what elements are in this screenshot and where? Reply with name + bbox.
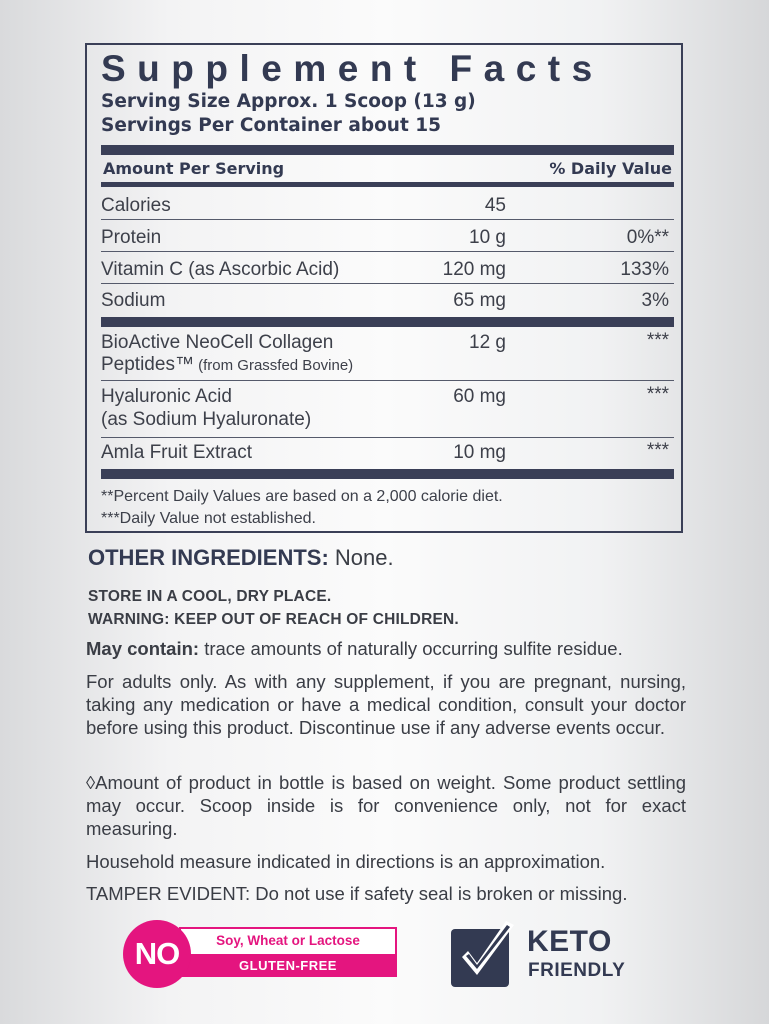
ingredient-name: Hyaluronic Acid	[101, 386, 232, 407]
row-divider	[101, 251, 674, 252]
nutrient-name: Calories	[101, 195, 171, 216]
ingredient-amount: 60 mg	[453, 386, 506, 407]
amount-note: ◊Amount of product in bottle is based on weight. Some product settling may occur. Scoop inside is for convenience only, not for exact measuring.	[86, 772, 686, 839]
thick-divider	[101, 317, 674, 327]
header-daily-value: % Daily Value	[549, 159, 672, 178]
row-divider	[101, 219, 674, 220]
ingredient-amount: 12 g	[469, 332, 506, 353]
nutrient-amount: 45	[484, 195, 506, 216]
other-ingredients-value: None.	[328, 545, 394, 570]
checkmark-icon	[448, 919, 520, 991]
nutrient-amount: 10 g	[469, 227, 506, 248]
ingredient-dv: ***	[646, 384, 669, 405]
ingredient-name-line2	[101, 354, 353, 376]
thick-divider	[101, 469, 674, 479]
thick-divider	[101, 145, 674, 155]
supplement-facts-panel	[85, 43, 683, 533]
ingredient-name: Amla Fruit Extract	[101, 442, 252, 463]
friendly-text: FRIENDLY	[528, 960, 626, 981]
household-measure-note: Household measure indicated in directions is an approximation.	[86, 851, 606, 872]
nutrient-amount: 120 mg	[442, 259, 506, 280]
ingredient-source-note: (from Grassfed Bovine)	[193, 357, 354, 374]
nutrient-name: Vitamin C (as Ascorbic Acid)	[101, 259, 340, 280]
nutrient-name: Sodium	[101, 290, 166, 311]
footnote-daily-values: **Percent Daily Values are based on a 2,000 calorie diet.	[101, 488, 503, 505]
allergen-free-box	[179, 927, 397, 977]
row-divider	[101, 283, 674, 284]
header-amount-per-serving: Amount Per Serving	[103, 159, 285, 178]
warning-notice: WARNING: KEEP OUT OF REACH OF CHILDREN.	[88, 611, 459, 628]
other-ingredients	[88, 545, 394, 571]
nutrient-amount: 65 mg	[453, 290, 506, 311]
other-ingredients-label: OTHER INGREDIENTS:	[88, 545, 329, 570]
ingredient-amount: 10 mg	[453, 442, 506, 463]
allergen-free-text: Soy, Wheat or Lactose	[216, 933, 360, 948]
facts-title: Supplement Facts	[101, 48, 604, 89]
no-circle: NO	[123, 920, 191, 988]
may-contain-value: trace amounts of naturally occurring sulfite residue.	[199, 638, 623, 659]
ingredient-dv: ***	[646, 330, 669, 351]
adults-warning: For adults only. As with any supplement, if you are pregnant, nursing, taking any medication or have a medical condition, consult your doctor before using this product. Discontinue use if any adverse events occur.	[86, 671, 686, 738]
nutrient-dv: 0%**	[626, 227, 669, 248]
medium-divider	[101, 182, 674, 187]
serving-size: Serving Size Approx. 1 Scoop (13 g)	[101, 91, 476, 112]
servings-per-container: Servings Per Container about 15	[101, 115, 441, 136]
ingredient-name-line2: (as Sodium Hyaluronate)	[101, 409, 312, 430]
nutrient-dv: 133%	[620, 259, 669, 280]
ingredient-dv: ***	[646, 440, 669, 461]
row-divider	[101, 380, 674, 381]
nutrient-name: Protein	[101, 227, 162, 248]
keto-friendly-badge	[448, 915, 638, 995]
keto-text: KETO	[527, 925, 612, 958]
allergen-free-badge	[123, 920, 399, 988]
may-contain-label: May contain:	[86, 638, 200, 659]
nutrient-dv: 3%	[641, 290, 669, 311]
row-divider	[101, 437, 674, 438]
may-contain	[86, 637, 686, 660]
gluten-free-text: GLUTEN-FREE	[181, 954, 395, 977]
footnote-not-established: ***Daily Value not established.	[101, 510, 316, 527]
storage-notice: STORE IN A COOL, DRY PLACE.	[88, 588, 332, 605]
tamper-evident-note: TAMPER EVIDENT: Do not use if safety seal is broken or missing.	[86, 883, 628, 904]
ingredient-trademark: Peptides™	[101, 354, 194, 375]
ingredient-name: BioActive NeoCell Collagen	[101, 332, 334, 353]
